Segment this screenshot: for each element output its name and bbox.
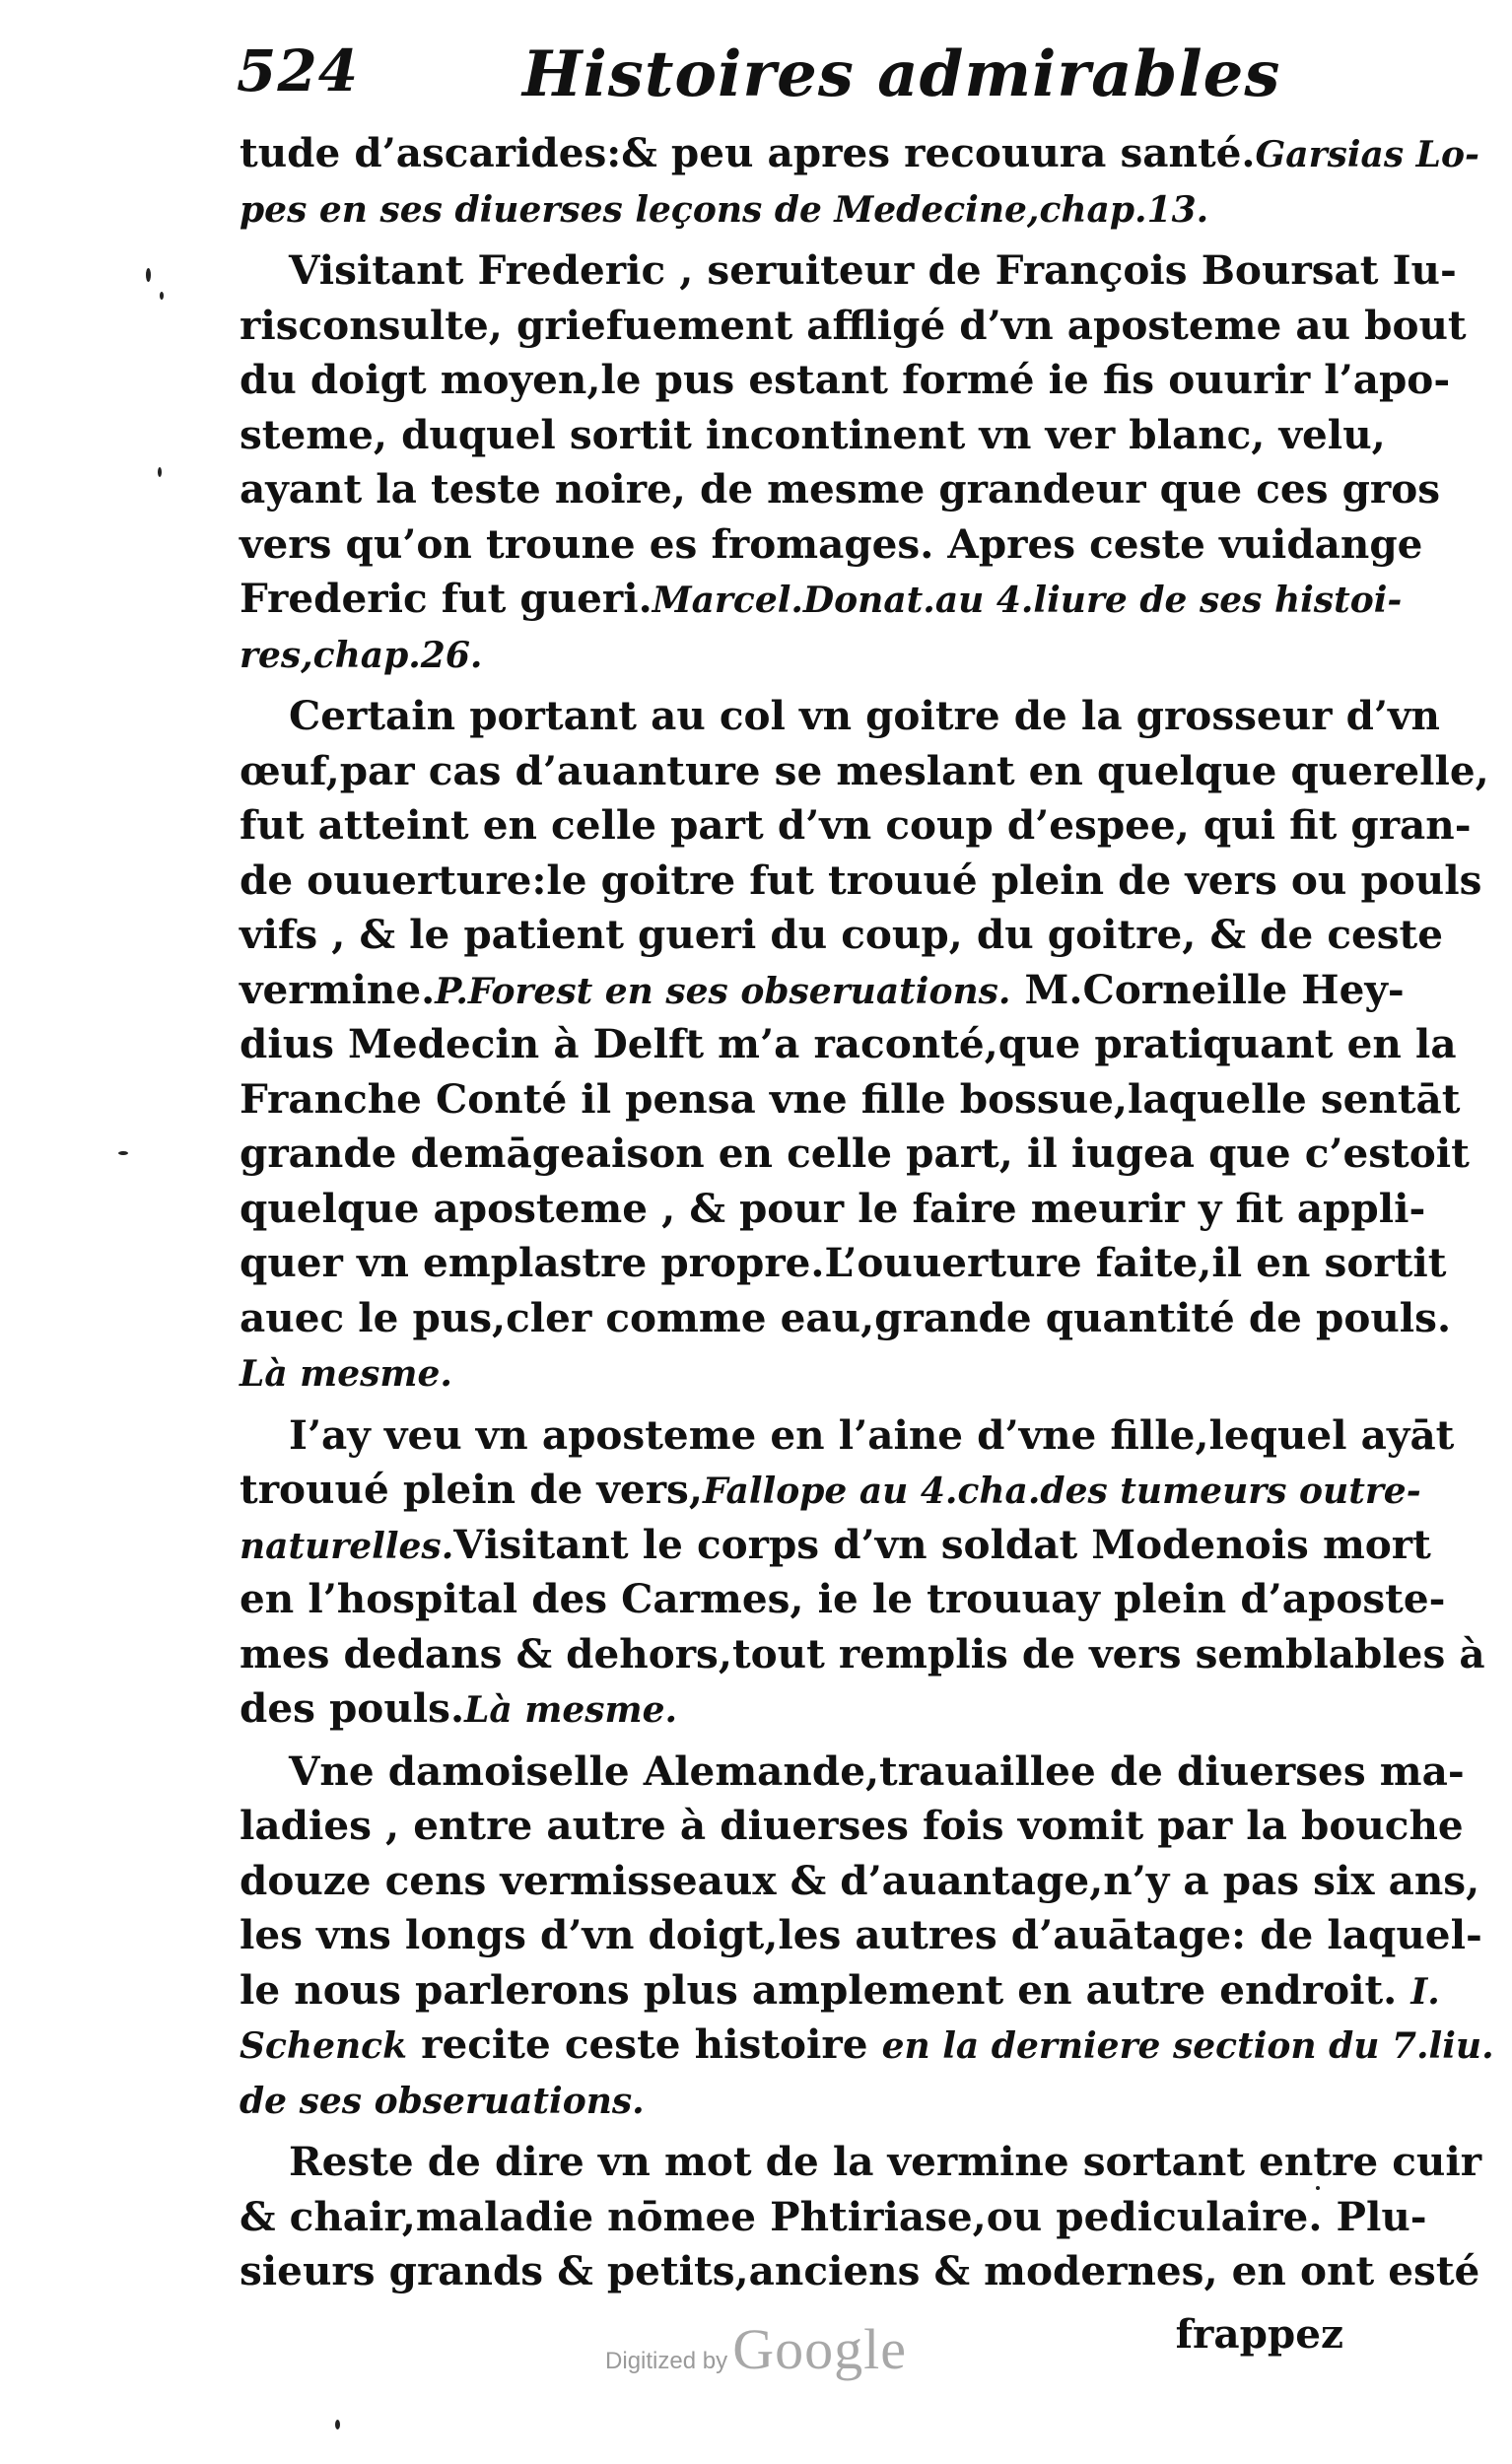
text-segment: Vne damoiselle Alemande,trauaillee de diuerses ma-	[289, 1746, 1465, 1795]
text-segment: Visitant le corps d’vn soldat Modenois mort	[453, 1520, 1431, 1568]
text-segment: le nous parlerons plus amplement en autre endroit.	[240, 1965, 1411, 2014]
text-segment: vermine.	[240, 965, 436, 1013]
text-segment: quer vn emplastre propre.L’ouuerture faite,il en sortit	[240, 1239, 1447, 1286]
text-line	[240, 1518, 1431, 1573]
text-line	[240, 1799, 1464, 1854]
text-segment: & chair,maladie nōmee Phtiriase,ou pediculaire. Plu-	[240, 2192, 1427, 2240]
text-segment: steme, duquel sortit incontinent vn ver blanc, velu,	[240, 410, 1386, 458]
body-text	[240, 126, 1494, 2361]
text-line	[240, 1463, 1421, 1518]
text-line	[240, 1627, 1485, 1682]
ink-speck	[158, 467, 162, 477]
text-line	[240, 744, 1489, 799]
text-segment: Reste de dire vn mot de la vermine sortant entre cuir	[289, 2138, 1482, 2185]
text-line	[240, 1127, 1470, 1182]
text-line	[240, 299, 1467, 354]
citation: Schenck	[240, 2025, 408, 2067]
citation: P.Forest en ses obseruations.	[435, 970, 1011, 1012]
text-segment: les vns longs d’vn doigt,les autres d’auātage: de laquel-	[240, 1911, 1482, 1958]
text-line	[240, 1291, 1452, 1346]
text-line	[240, 2018, 1494, 2073]
catchword: frappez	[1175, 2309, 1343, 2358]
text-line	[240, 126, 1479, 181]
paragraph	[240, 1745, 1494, 2128]
text-segment: de ouuerture:le goitre fut trouué plein de vers ou pouls	[240, 856, 1482, 904]
text-line	[240, 1681, 1343, 1737]
text-line	[240, 1017, 1457, 1072]
ink-speck	[335, 2420, 340, 2430]
citation: Marcel.Donat.au 4.liure de ses histoi-	[652, 580, 1403, 621]
text-segment: quelque aposteme , & pour le faire meurir y fit appli-	[240, 1184, 1426, 1232]
text-segment: Visitant Frederic , seruiteur de François Boursat Iu-	[289, 246, 1457, 294]
text-line	[240, 572, 1403, 627]
text-segment: dius Medecin à Delft m’a raconté,que pratiquant en la	[240, 1020, 1457, 1067]
text-segment: vifs , & le patient gueri du coup, du goitre, & de ceste	[240, 911, 1444, 958]
citation: pes en ses diuerses leçons de Medecine,chap.13.	[240, 188, 1209, 231]
text-line	[240, 1908, 1482, 1963]
ink-speck	[1316, 2186, 1320, 2190]
text-line	[240, 1572, 1446, 1627]
page-number: 524	[237, 37, 360, 104]
text-line	[240, 627, 1343, 682]
text-line	[240, 353, 1451, 408]
text-line	[240, 1408, 1455, 1464]
paragraph	[240, 126, 1479, 236]
text-segment: ladies , entre autre à diuerses fois vomit par la bouche	[240, 1802, 1464, 1849]
citation: naturelles.	[240, 1525, 454, 1567]
text-line	[240, 181, 1343, 237]
text-line	[240, 517, 1423, 573]
text-segment: tude d’ascarides:& peu apres recouura santé.	[240, 129, 1256, 176]
text-line	[240, 2135, 1482, 2190]
citation: en la derniere section du 7.liu.	[881, 2025, 1494, 2067]
text-line	[240, 2190, 1427, 2245]
text-segment: ayant la teste noire, de mesme grandeur que ces gros	[240, 465, 1441, 513]
text-line	[240, 1963, 1440, 2019]
text-line	[240, 1345, 1343, 1401]
citation: Fallope au 4.cha.des tumeurs outre-	[702, 1471, 1421, 1512]
google-brand: Google	[732, 2317, 907, 2381]
text-segment: Frederic fut gueri.	[240, 575, 653, 622]
citation: Là mesme.	[464, 1689, 678, 1731]
text-line	[240, 1182, 1426, 1237]
text-segment: recite ceste histoire	[407, 2020, 882, 2068]
text-line	[240, 854, 1482, 909]
text-segment: Certain portant au col vn goitre de la grosseur d’vn	[289, 692, 1440, 739]
paragraph	[240, 1408, 1485, 1737]
text-segment: mes dedans & dehors,tout remplis de vers semblables à	[240, 1629, 1485, 1677]
page-header	[237, 37, 1340, 126]
text-segment: fut atteint en celle part d’vn coup d’espee, qui fit gran-	[240, 801, 1472, 849]
citation: Là mesme.	[240, 1353, 452, 1395]
ink-speck	[160, 292, 164, 300]
text-segment: M.Corneille Hey-	[1010, 965, 1405, 1013]
text-segment: des pouls.	[240, 1684, 465, 1732]
running-title: Histoires admirables	[522, 37, 1281, 111]
text-line	[240, 963, 1405, 1018]
citation: de ses obseruations.	[240, 2080, 645, 2122]
text-line	[240, 1854, 1480, 1909]
digitized-label: Digitized by	[605, 2348, 728, 2374]
text-segment: du doigt moyen,le pus estant formé ie fis ouurir l’apo-	[240, 356, 1451, 403]
text-line	[240, 798, 1472, 854]
text-segment: I’ay veu vn aposteme en l’aine d’vne fille,lequel ayāt	[289, 1410, 1455, 1459]
citation: res,chap.26.	[240, 634, 483, 676]
digitization-watermark	[0, 2316, 1512, 2395]
text-line	[240, 243, 1457, 299]
text-line	[240, 462, 1441, 517]
text-segment: douze cens vermisseaux & d’auantage,n’y a pas six ans,	[240, 1856, 1480, 1904]
text-segment: grande demāgeaison en celle part, il iugea que c’estoit	[240, 1129, 1470, 1177]
paragraph	[240, 689, 1489, 1401]
text-segment: Franche Conté il pensa vne fille bossue,laquelle sentāt	[240, 1074, 1461, 1123]
paragraph	[240, 2135, 1482, 2299]
text-line	[240, 1745, 1465, 1800]
text-line	[240, 2244, 1480, 2299]
text-segment: risconsulte, griefuement affligé d’vn aposteme au bout	[240, 301, 1467, 349]
text-segment: œuf,par cas d’auanture se meslant en quelque querelle,	[240, 746, 1489, 794]
ink-speck	[146, 268, 151, 282]
text-line	[240, 2073, 1343, 2128]
paragraph	[240, 243, 1467, 681]
text-line	[240, 408, 1386, 463]
text-line	[240, 1236, 1447, 1291]
text-segment: sieurs grands & petits,anciens & modernes, en ont esté	[240, 2247, 1480, 2294]
text-segment: auec le pus,cler comme eau,grande quantité de pouls.	[240, 1293, 1452, 1341]
text-segment: trouué plein de vers,	[240, 1466, 703, 1513]
text-segment: vers qu’on troune es fromages. Apres ceste vuidange	[240, 519, 1423, 568]
text-segment: en l’hospital des Carmes, ie le trouuay plein d’aposte-	[240, 1575, 1446, 1622]
text-line	[240, 689, 1440, 744]
citation: Garsias Lo-	[1255, 134, 1479, 175]
citation: I.	[1410, 1970, 1440, 2013]
text-line	[240, 1072, 1461, 1128]
ink-speck	[118, 1151, 128, 1155]
text-line	[240, 908, 1444, 963]
